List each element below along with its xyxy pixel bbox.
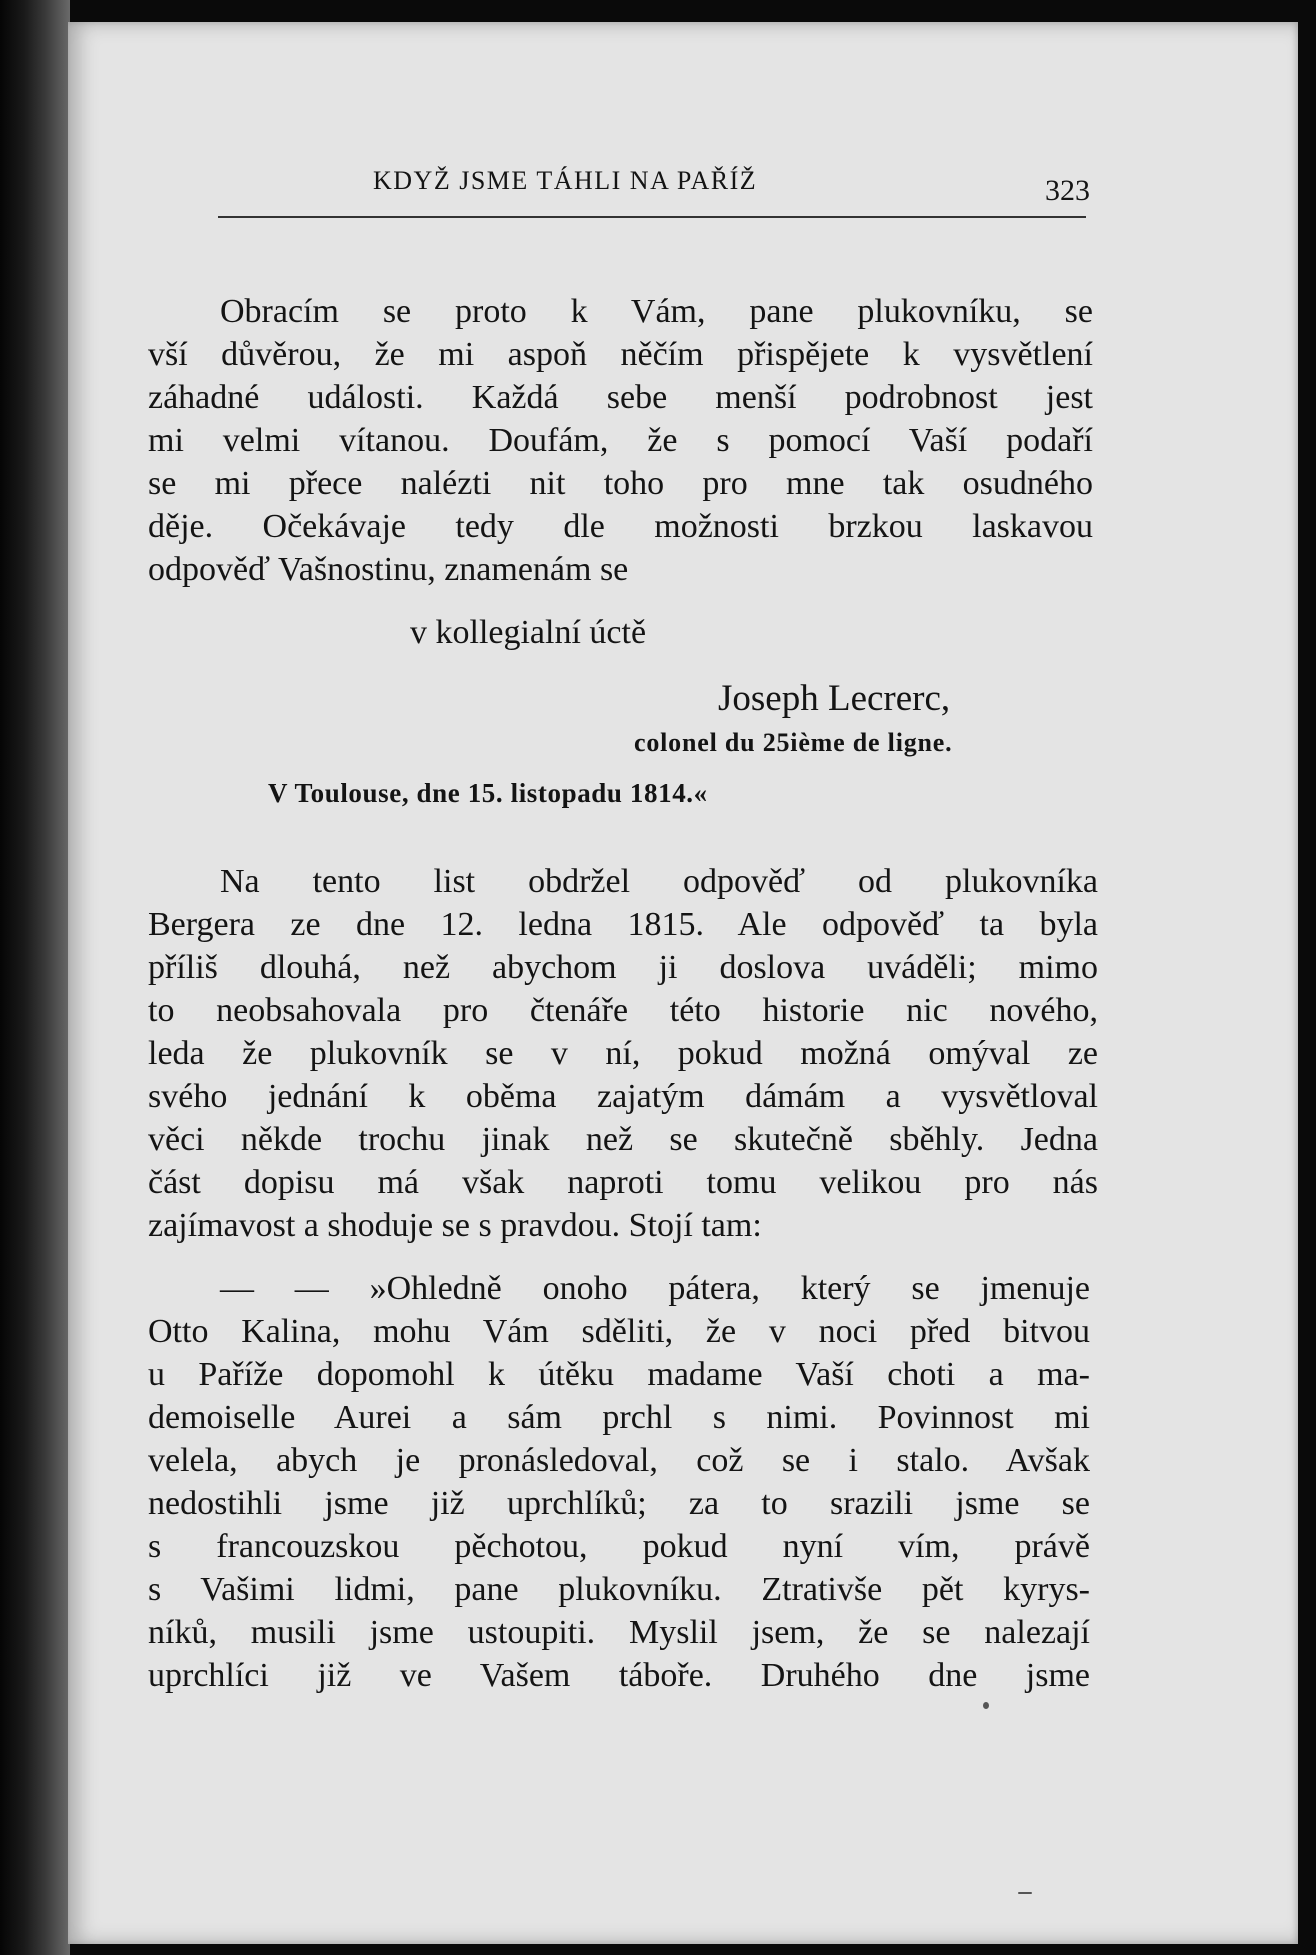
running-title: KDYŽ JSME TÁHLI NA PAŘÍŽ [373,166,758,195]
paragraph-quoted-letter [148,1267,1090,1697]
text-line: vší důvěrou, že mi aspoň něčím přispějete k vysvětlení [148,336,1093,373]
text-line: děje. Očekávaje tedy dle možnosti brzkou laskavou [148,508,1093,545]
text-line: věci někde trochu jinak než se skutečně sběhly. Jedna [148,1121,1098,1158]
header-rule [218,216,1086,218]
text-line: Otto Kalina, mohu Vám sděliti, že v noci před bitvou [148,1313,1090,1350]
text-line: svého jednání k oběma zajatým dámám a vysvětloval [148,1078,1098,1115]
text-line: se mi přece nalézti nit toho pro mne tak osudného [148,465,1093,502]
place-date-line: V Toulouse, dne 15. listopadu 1814.« [268,778,708,808]
text-line: velela, abych je pronásledoval, což se i stalo. Avšak [148,1442,1090,1479]
text-line: Bergera ze dne 12. ledna 1815. Ale odpověď ta byla [148,906,1098,943]
text-line: uprchlíci již ve Vašem táboře. Druhého dne jsme [148,1657,1090,1694]
text-line: nedostihli jsme již uprchlíků; za to srazili jsme se [148,1485,1090,1522]
text-line: s francouzskou pěchotou, pokud nyní vím, právě [148,1528,1090,1565]
text-line: leda že plukovník se v ní, pokud možná omýval ze [148,1035,1098,1072]
text-line: zajímavost a shoduje se s pravdou. Stojí tam: [148,1207,762,1244]
text-line: příliš dlouhá, než abychom ji doslova uváděli; mimo [148,949,1098,986]
book-spine-shadow [0,0,70,1955]
text-line: s Vašimi lidmi, pane plukovníku. Ztrativše pět kyrys- [148,1571,1090,1608]
text-line: u Paříže dopomohl k útěku madame Vaší choti a ma- [148,1356,1090,1393]
text-line: to neobsahovala pro čtenáře této historie nic nového, [148,992,1098,1029]
text-line: demoiselle Aurei a sám prchl s nimi. Povinnost mi [148,1399,1090,1436]
paragraph-letter-body [148,290,1093,591]
text-line: Obracím se proto k Vám, pane plukovníku, se [220,293,1093,330]
text-line: odpověď Vašnostinu, znamenám se [148,551,629,588]
paper-speck [983,1702,989,1709]
text-line: mi velmi vítanou. Doufám, že s pomocí Vaší podaří [148,422,1093,459]
text-line: Na tento list obdržel odpověď od plukovníka [220,863,1098,900]
letter-salutation: v kollegialní úctě [410,614,647,651]
text-line: — — »Ohledně onoho pátera, který se jmenuje [220,1270,1090,1307]
text-line: níků, musili jsme ustoupiti. Myslil jsem, že se nalezají [148,1614,1090,1651]
signature-title: colonel du 25ième de ligne. [634,728,953,757]
paragraph-narrative [148,860,1098,1247]
paper-speck [1018,1892,1032,1894]
text-line: záhadné události. Každá sebe menší podrobnost jest [148,379,1093,416]
page-number: 323 [1045,174,1090,207]
signature-name: Joseph Lecrerc, [718,678,951,719]
book-page [68,22,1298,1944]
text-line: část dopisu má však naproti tomu velikou pro nás [148,1164,1098,1201]
